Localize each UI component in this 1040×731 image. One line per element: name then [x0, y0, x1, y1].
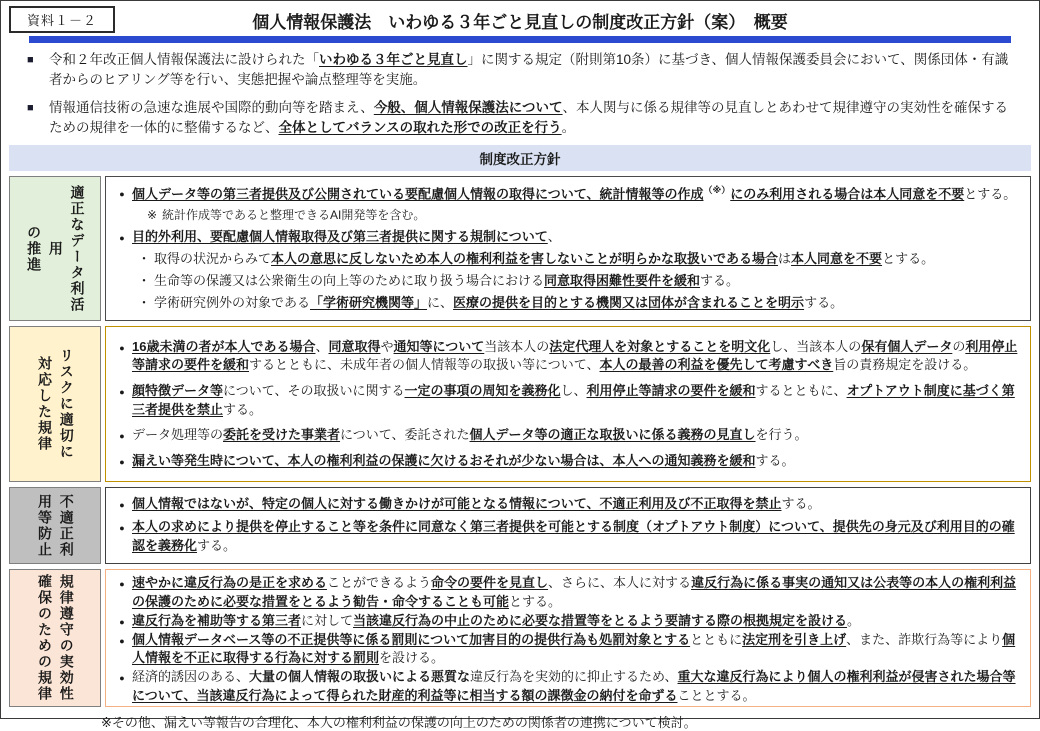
bullet-item: [112, 184, 1020, 204]
section-label: [33, 494, 76, 558]
text-segment: こととする。: [677, 688, 756, 704]
intro-list: [27, 50, 1013, 138]
text-segment: 、: [315, 338, 329, 354]
bullet-item: [112, 668, 1020, 706]
bullet-marker-icon: ●: [119, 456, 125, 467]
accent-bar: [29, 36, 1011, 43]
bullet-item: [134, 250, 1020, 269]
text-segment: 旨の責務規定を設ける。: [833, 357, 977, 373]
bullet-text: [154, 272, 1020, 291]
text-segment: 。: [847, 612, 861, 628]
text-segment: を行う。: [755, 427, 808, 443]
text-segment: 違反行為を実効的に抑止するため、: [470, 669, 678, 685]
section-sidebar-improper-use-prevention: [9, 487, 101, 564]
footnote: ※その他、漏えい等報告の合理化、本人の権利利益の保護の向上のための関係者の連携について検討。: [101, 715, 697, 730]
text-segment: 取得の状況からみて: [154, 250, 272, 266]
text-segment: 、: [547, 228, 561, 244]
bullet-item: [112, 518, 1020, 556]
intro-text: [49, 98, 1013, 139]
section-label: [22, 177, 87, 320]
text-segment: 保有個人データ: [861, 338, 953, 354]
text-segment: する。: [781, 496, 821, 512]
text-segment: （※）: [703, 185, 731, 196]
text-segment: する。: [755, 452, 795, 468]
section-sidebar-data-utilization: [9, 176, 101, 321]
text-segment: 」に関する規定（附則第10条）に基づき、個人情報保護委員会において、関係団体・有識者からのヒアリング等を行い、実態把握や論点整理等を実施。: [49, 52, 1009, 88]
section-row-compliance-effectiveness: [9, 569, 1031, 707]
bullet-item: [142, 207, 1020, 224]
text-segment: 一定の事項の周知を義務化: [404, 382, 561, 398]
text-segment: とともに: [690, 631, 743, 647]
text-segment: 法定刑を引き上げ: [742, 631, 847, 647]
text-segment: に対して: [301, 612, 354, 628]
bullet-marker-icon: ・: [137, 272, 151, 288]
bullet-text: [132, 518, 1020, 556]
section-content-compliance-effectiveness: [105, 569, 1031, 707]
text-segment: するとともに、未成年者の個人情報等の取扱い等について、: [249, 357, 600, 373]
text-segment: 個人データ等の適正な取扱いに係る義務の見直し: [469, 427, 756, 443]
text-segment: いわゆる３年ごと見直し: [319, 52, 468, 67]
bullet-marker-icon: ※: [146, 208, 158, 223]
text-segment: 、本人関与に係る規律等の見直しとあわせて規律遵守の実効性を確保するための規律を一体的に整備するなど、: [49, 99, 1009, 135]
bullet-text: [132, 338, 1020, 376]
text-segment: 利用停止等請求の要件を緩和: [132, 338, 1018, 373]
bullet-text: [154, 250, 1020, 269]
bullet-marker-icon: ●: [119, 386, 125, 397]
text-segment: 通知等について: [393, 338, 485, 354]
text-segment: 、また、詐欺行為等により: [846, 631, 1003, 647]
text-segment: 大量の個人情報の取扱いによる悪質な: [249, 669, 471, 685]
text-segment: する。: [197, 537, 237, 553]
text-segment: 重大な違反行為により個人の権利利益が侵害された場合等について、当該違反行為によって得られた財産的利益等に相当する額の課徴金の納付を命ずる: [132, 669, 1016, 704]
slide-header: [1, 1, 1039, 31]
section-label: [33, 348, 76, 460]
bullet-marker-icon: ●: [119, 635, 125, 646]
bullet-item: [112, 382, 1020, 420]
document-number-label: 資料１－２: [9, 6, 115, 33]
square-bullet-icon: ■: [27, 54, 34, 66]
section-label-line: リスクに適切に: [58, 348, 75, 460]
text-segment: ことができるよう: [327, 575, 432, 590]
bullet-item: [112, 426, 1020, 445]
text-segment: する。: [223, 401, 263, 417]
text-segment: 当該違反行為の中止のために必要な措置等をとるよう要請する際の根拠規定を設ける: [353, 612, 848, 628]
bullet-text: [132, 631, 1020, 669]
bullet-text: [132, 574, 1020, 612]
text-segment: 統計作成等であると整理できるAI開発等を含む。: [162, 208, 426, 223]
text-segment: 本人の求めにより提供を停止すること等を条件に同意なく第三者提供を可能とする制度（オプトアウト制度）について、提供先の身元及び利用目的の確認を義務化: [132, 518, 1015, 553]
sections: [9, 176, 1031, 707]
section-row-improper-use-prevention: [9, 487, 1031, 564]
text-segment: にのみ利用される場合は本人同意を不要: [730, 186, 965, 202]
text-segment: 個人情報ではないが、特定の個人に対する働きかけが可能となる情報について、不適正利用及び不正取得を禁止: [132, 496, 782, 512]
section-label-line: 用等防止: [37, 493, 53, 558]
bullet-text: [132, 228, 1020, 247]
bullet-marker-icon: ●: [119, 500, 125, 511]
text-segment: 情報通信技術の急速な進展や国際的動向等を踏まえ、: [49, 99, 374, 115]
bullet-text: [132, 452, 1020, 471]
text-segment: 当該本人の: [484, 338, 550, 354]
text-segment: 令和２年改正個人情報保護法に設けられた「: [49, 52, 319, 67]
text-segment: 命令の要件を見直し: [431, 575, 549, 590]
bullet-marker-icon: ●: [119, 431, 125, 442]
bullet-text: [132, 612, 1020, 631]
text-segment: 学術研究例外の対象である: [154, 294, 311, 310]
text-segment: オプトアウト制度に基づく第三者提供を禁止: [132, 382, 1015, 417]
text-segment: 利用停止等請求の要件を緩和: [586, 382, 756, 398]
text-segment: は: [778, 250, 792, 266]
bullet-item: [134, 294, 1020, 313]
text-segment: 個人データ等の第三者提供及び公開されている要配慮個人情報の取得について、統計情報等の作成: [132, 186, 704, 202]
text-segment: 違反行為を補助等する第三者: [132, 612, 302, 628]
text-segment: データ処理等の: [132, 427, 224, 443]
bullet-text: [132, 495, 1020, 514]
text-segment: するとともに、: [755, 382, 847, 398]
square-bullet-icon: ■: [27, 101, 34, 114]
bullet-marker-icon: ・: [137, 250, 151, 266]
text-segment: 速やかに違反行為の是正を求める: [132, 575, 328, 590]
bullet-text: [162, 207, 1020, 224]
bullet-marker-icon: ●: [119, 673, 125, 684]
section-sidebar-risk-response: [9, 326, 101, 482]
text-segment: 「学術研究機関等」: [310, 294, 428, 310]
section-content-data-utilization: [105, 176, 1031, 321]
text-segment: について、委託された: [340, 427, 470, 443]
text-segment: とする。: [882, 250, 935, 266]
text-segment: 個人情報を不正に取得する行為に対する罰則: [132, 631, 1016, 666]
bullet-marker-icon: ●: [119, 189, 125, 200]
section-content-risk-response: [105, 326, 1031, 482]
text-segment: し、当該本人の: [770, 338, 862, 354]
text-segment: 本人の最善の利益を優先して考慮すべき: [599, 357, 834, 373]
text-segment: について、その取扱いに関する: [223, 382, 405, 398]
bullet-text: [132, 184, 1020, 204]
text-segment: 違反行為に係る事実の通知又は公表等の本人の権利利益の保護のために必要な措置をとるよう勧告・命令することも可能: [132, 575, 1017, 609]
text-segment: 、さらに、本人に対する: [548, 575, 692, 590]
text-segment: に、: [427, 294, 454, 310]
text-segment: 本人同意を不要: [791, 250, 883, 266]
page-title: 個人情報保護法 いわゆる３年ごと見直しの制度改正方針（案） 概要: [252, 13, 788, 32]
section-label: [33, 574, 76, 702]
section-label-line: 適正なデータ利活用: [47, 184, 86, 313]
section-label-line: の推進: [26, 224, 43, 273]
text-segment: 同意取得困難性要件を緩和: [544, 272, 701, 288]
text-segment: 今般、個人情報保護法について: [373, 99, 563, 115]
text-segment: とする。: [964, 186, 1017, 202]
section-label-line: 確保のための規律: [37, 574, 53, 702]
bullet-item: [112, 495, 1020, 514]
bullet-item: [112, 574, 1020, 612]
text-segment: 漏えい等発生時について、本人の権利利益の保護に欠けるおそれが少ない場合は、本人への通知義務を緩和: [132, 452, 756, 468]
bullet-marker-icon: ●: [119, 616, 125, 627]
text-segment: 同意取得: [328, 338, 381, 354]
bullet-item: [112, 631, 1020, 669]
section-row-data-utilization: [9, 176, 1031, 321]
bullet-marker-icon: ・: [137, 294, 151, 310]
bullet-text: [132, 426, 1020, 445]
section-sidebar-compliance-effectiveness: [9, 569, 101, 707]
bullet-item: [112, 228, 1020, 247]
text-segment: 法定代理人を対象とすることを明文化: [549, 338, 771, 354]
text-segment: 全体としてバランスの取れた形での改正を行う: [278, 119, 562, 135]
text-segment: 本人の意思に反しないため本人の権利利益を害しないことが明らかな取扱いである場合: [271, 250, 779, 266]
text-segment: の: [952, 338, 966, 354]
text-segment: 目的外利用、要配慮個人情報取得及び第三者提供に関する規制について: [132, 228, 548, 244]
bullet-marker-icon: ●: [119, 522, 125, 533]
text-segment: し、: [560, 382, 587, 398]
bullet-marker-icon: ●: [119, 232, 125, 243]
bullet-text: [132, 668, 1020, 706]
bullet-item: [134, 272, 1020, 291]
intro-item: [27, 50, 1013, 91]
section-label-line: 規律遵守の実効性: [58, 574, 75, 702]
section-label-line: 対応した規律: [37, 356, 53, 452]
bullet-item: [112, 452, 1020, 471]
text-segment: 顔特徴データ等: [132, 382, 224, 398]
text-segment: 個人情報データベース等の不正提供等に係る罰則について加害目的の提供行為も処罰対象とする: [132, 631, 691, 647]
intro-item: [27, 98, 1013, 139]
text-segment: 生命等の保護又は公衆衛生の向上等のために取り扱う場合における: [154, 272, 545, 288]
bullet-item: [112, 338, 1020, 376]
text-segment: 委託を受けた事業者: [223, 427, 341, 443]
bullet-text: [132, 382, 1020, 420]
text-segment: 。: [561, 119, 576, 135]
policy-header-bar: 制度改正方針: [9, 145, 1031, 171]
bullet-marker-icon: ●: [119, 342, 125, 353]
text-segment: する。: [804, 294, 844, 310]
text-segment: 16歳未満の者が本人である場合: [132, 338, 316, 354]
bullet-marker-icon: ●: [119, 579, 125, 589]
section-content-improper-use-prevention: [105, 487, 1031, 564]
intro-text: [49, 50, 1013, 91]
section-label-line: 不適正利: [58, 493, 75, 558]
text-segment: とする。: [509, 593, 562, 609]
text-segment: を設ける。: [379, 650, 445, 666]
bullet-item: [112, 612, 1020, 631]
text-segment: 経済的誘因のある、: [132, 669, 250, 685]
section-row-risk-response: [9, 326, 1031, 482]
text-segment: 医療の提供を目的とする機関又は団体が含まれることを明示: [453, 294, 805, 310]
text-segment: や: [380, 338, 394, 354]
bullet-text: [154, 294, 1020, 313]
text-segment: する。: [700, 272, 740, 288]
